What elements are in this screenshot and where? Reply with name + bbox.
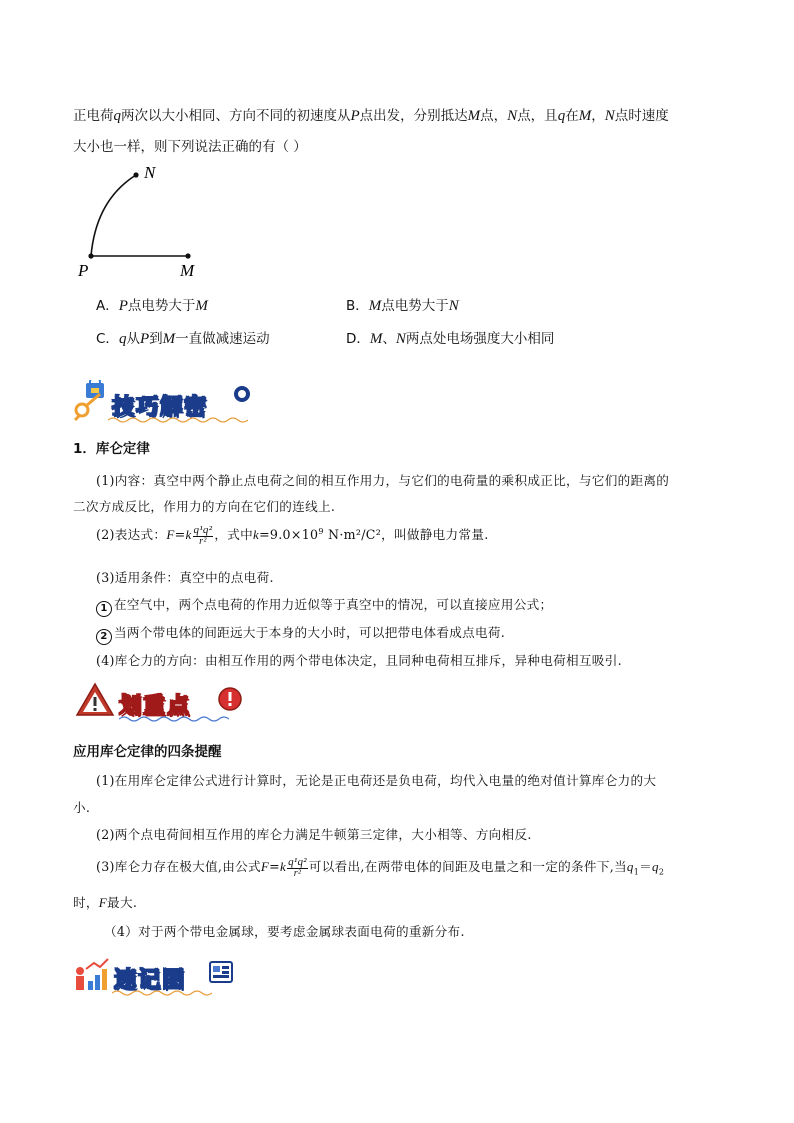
exclamation-badge-icon — [217, 686, 243, 712]
text: 两次以大小相同、方向不同的初速度从 — [121, 108, 351, 124]
var: M — [368, 298, 382, 314]
banner-title: 划重点 — [119, 694, 192, 719]
paragraph-content-2: 二次方成反比，作用力的方向在它们的连线上. — [73, 499, 336, 514]
numerator: q¹q² — [193, 523, 213, 536]
var-k: k — [253, 527, 260, 542]
text: ， — [591, 108, 605, 124]
warning-icon — [75, 682, 115, 718]
section-heading: 应用库仑定律的四条提醒 — [73, 744, 222, 760]
var: P — [139, 331, 150, 347]
var: P — [118, 298, 128, 314]
option-text: 到 — [149, 331, 163, 347]
wavy-underline — [112, 989, 212, 997]
var-F: F — [98, 895, 108, 910]
section-heading: 1．库仑定律 — [73, 441, 150, 457]
text: 在 — [565, 108, 579, 124]
person-chart-icon — [72, 955, 112, 995]
option-text: 点电势大于 — [381, 298, 449, 314]
var-M: M — [578, 108, 592, 124]
arc-P-to-N — [91, 175, 136, 256]
reminder-1-line-1: (1)在用库仑定律公式进行计算时，无论是正电荷还是负电荷，均代入电量的绝对值计算库仑力的大 — [96, 773, 657, 788]
text: = — [269, 859, 280, 874]
text: 最大. — [107, 895, 138, 910]
var-N: N — [604, 108, 615, 124]
banner-key-points — [75, 682, 255, 724]
var: M — [162, 331, 176, 347]
text: (2)表达式： — [96, 527, 167, 542]
point-P — [88, 253, 93, 258]
wavy-underline — [108, 416, 248, 424]
option-A[interactable] — [96, 294, 208, 315]
key-lock-icon — [72, 380, 112, 424]
text: 点， — [480, 108, 508, 124]
subscript: 2 — [658, 867, 665, 877]
var-M: M — [467, 108, 481, 124]
reminder-2: (2)两个点电荷间相互作用的库仑力满足牛顿第三定律，大小相等、方向相反. — [96, 827, 532, 842]
reminder-3-line-1 — [96, 856, 664, 879]
option-text: 、 — [382, 331, 396, 347]
var-N: N — [507, 108, 518, 124]
numerator: q¹q² — [288, 855, 307, 868]
var: M — [195, 298, 208, 314]
text: ，式中 — [214, 527, 253, 542]
option-C[interactable] — [96, 327, 270, 348]
label-M: M — [180, 261, 195, 280]
var-q: q — [113, 108, 121, 124]
label-N: N — [144, 163, 156, 182]
banner-memory-map — [72, 955, 242, 997]
coulomb-fraction — [287, 857, 308, 879]
var: q — [118, 331, 127, 347]
wavy-underline — [119, 715, 229, 723]
banner-tips — [72, 380, 262, 425]
reminder-4: （4）对于两个带电金属球，要考虑金属球表面电荷的重新分布. — [104, 924, 465, 939]
var: N — [395, 331, 406, 347]
text: 在空气中，两个点电荷的作用力近似等于真空中的情况，可以直接应用公式； — [114, 597, 553, 612]
question-line-2: 大小也一样，则下列说法正确的有（ ） — [73, 139, 307, 155]
formula-line — [96, 524, 489, 547]
text: 点出发，分别抵达 — [359, 108, 468, 124]
paragraph-content-1: (1)内容：真空中两个静止点电荷之间的相互作用力，与它们的电荷量的乘积成正比，与它们的距离的 — [96, 473, 670, 488]
option-text: 一直做减速运动 — [175, 331, 270, 347]
var-q2: q — [652, 859, 659, 874]
text: 时， — [73, 895, 99, 910]
option-letter: A． — [96, 298, 119, 314]
circled-number: 1 — [96, 601, 112, 617]
badge-icon — [232, 384, 252, 404]
text: 点时速度 — [614, 108, 669, 124]
text: N·m²/C²，叫做静电力常量. — [323, 527, 489, 542]
memory-map-icon — [208, 959, 234, 985]
var-k: k — [279, 859, 287, 874]
list-item — [96, 622, 505, 645]
text: = — [174, 527, 186, 542]
var-F: F — [166, 527, 175, 542]
var-q1: q — [626, 859, 634, 874]
question-line-1 — [73, 104, 669, 125]
paragraph-direction: (4)库仑力的方向：由相互作用的两个带电体决定，且同种电荷相互排斥，异种电荷相互吸引. — [96, 653, 622, 668]
text: (3)库仑力存在极大值,由公式 — [96, 859, 261, 874]
option-B[interactable] — [346, 294, 459, 315]
text: =9.0×10 — [259, 527, 319, 542]
option-text: 从 — [126, 331, 140, 347]
option-text: 两点处电场强度大小相同 — [405, 331, 555, 347]
var-k: k — [185, 527, 192, 542]
text: 当两个带电体的间距远大于本身的大小时，可以把带电体看成点电荷. — [114, 625, 506, 640]
var-P: P — [350, 108, 360, 124]
subscript: 1 — [633, 867, 640, 877]
reminder-1-line-2: 小. — [73, 800, 91, 815]
banner-title: 技巧解密 — [112, 395, 209, 420]
text: 可以看出,在两带电体的间距及电量之和一定的条件下,当 — [308, 859, 627, 874]
reminder-3-line-2 — [73, 892, 137, 911]
option-letter: C． — [96, 331, 119, 347]
text: 正电荷 — [73, 108, 114, 124]
var-F: F — [260, 859, 270, 874]
label-P: P — [78, 261, 89, 280]
point-N — [133, 172, 138, 177]
list-item — [96, 594, 552, 617]
coulomb-fraction — [193, 525, 214, 547]
option-D[interactable] — [346, 327, 554, 348]
circled-number: 2 — [96, 629, 112, 645]
exponent: 9 — [318, 526, 324, 536]
text: ＝ — [639, 859, 653, 874]
option-text: 点电势大于 — [127, 298, 196, 314]
denominator: r² — [199, 535, 207, 547]
denominator: r² — [293, 867, 302, 879]
option-letter: B． — [346, 298, 369, 314]
banner-title: 速记图 — [114, 968, 187, 993]
point-M — [185, 253, 190, 258]
var: N — [448, 298, 459, 314]
var: M — [369, 331, 383, 347]
option-letter: D． — [346, 331, 370, 347]
var-q: q — [557, 108, 566, 124]
paragraph-condition: (3)适用条件：真空中的点电荷. — [96, 570, 274, 585]
trajectory-figure — [70, 160, 230, 285]
text: 点，且 — [517, 108, 558, 124]
